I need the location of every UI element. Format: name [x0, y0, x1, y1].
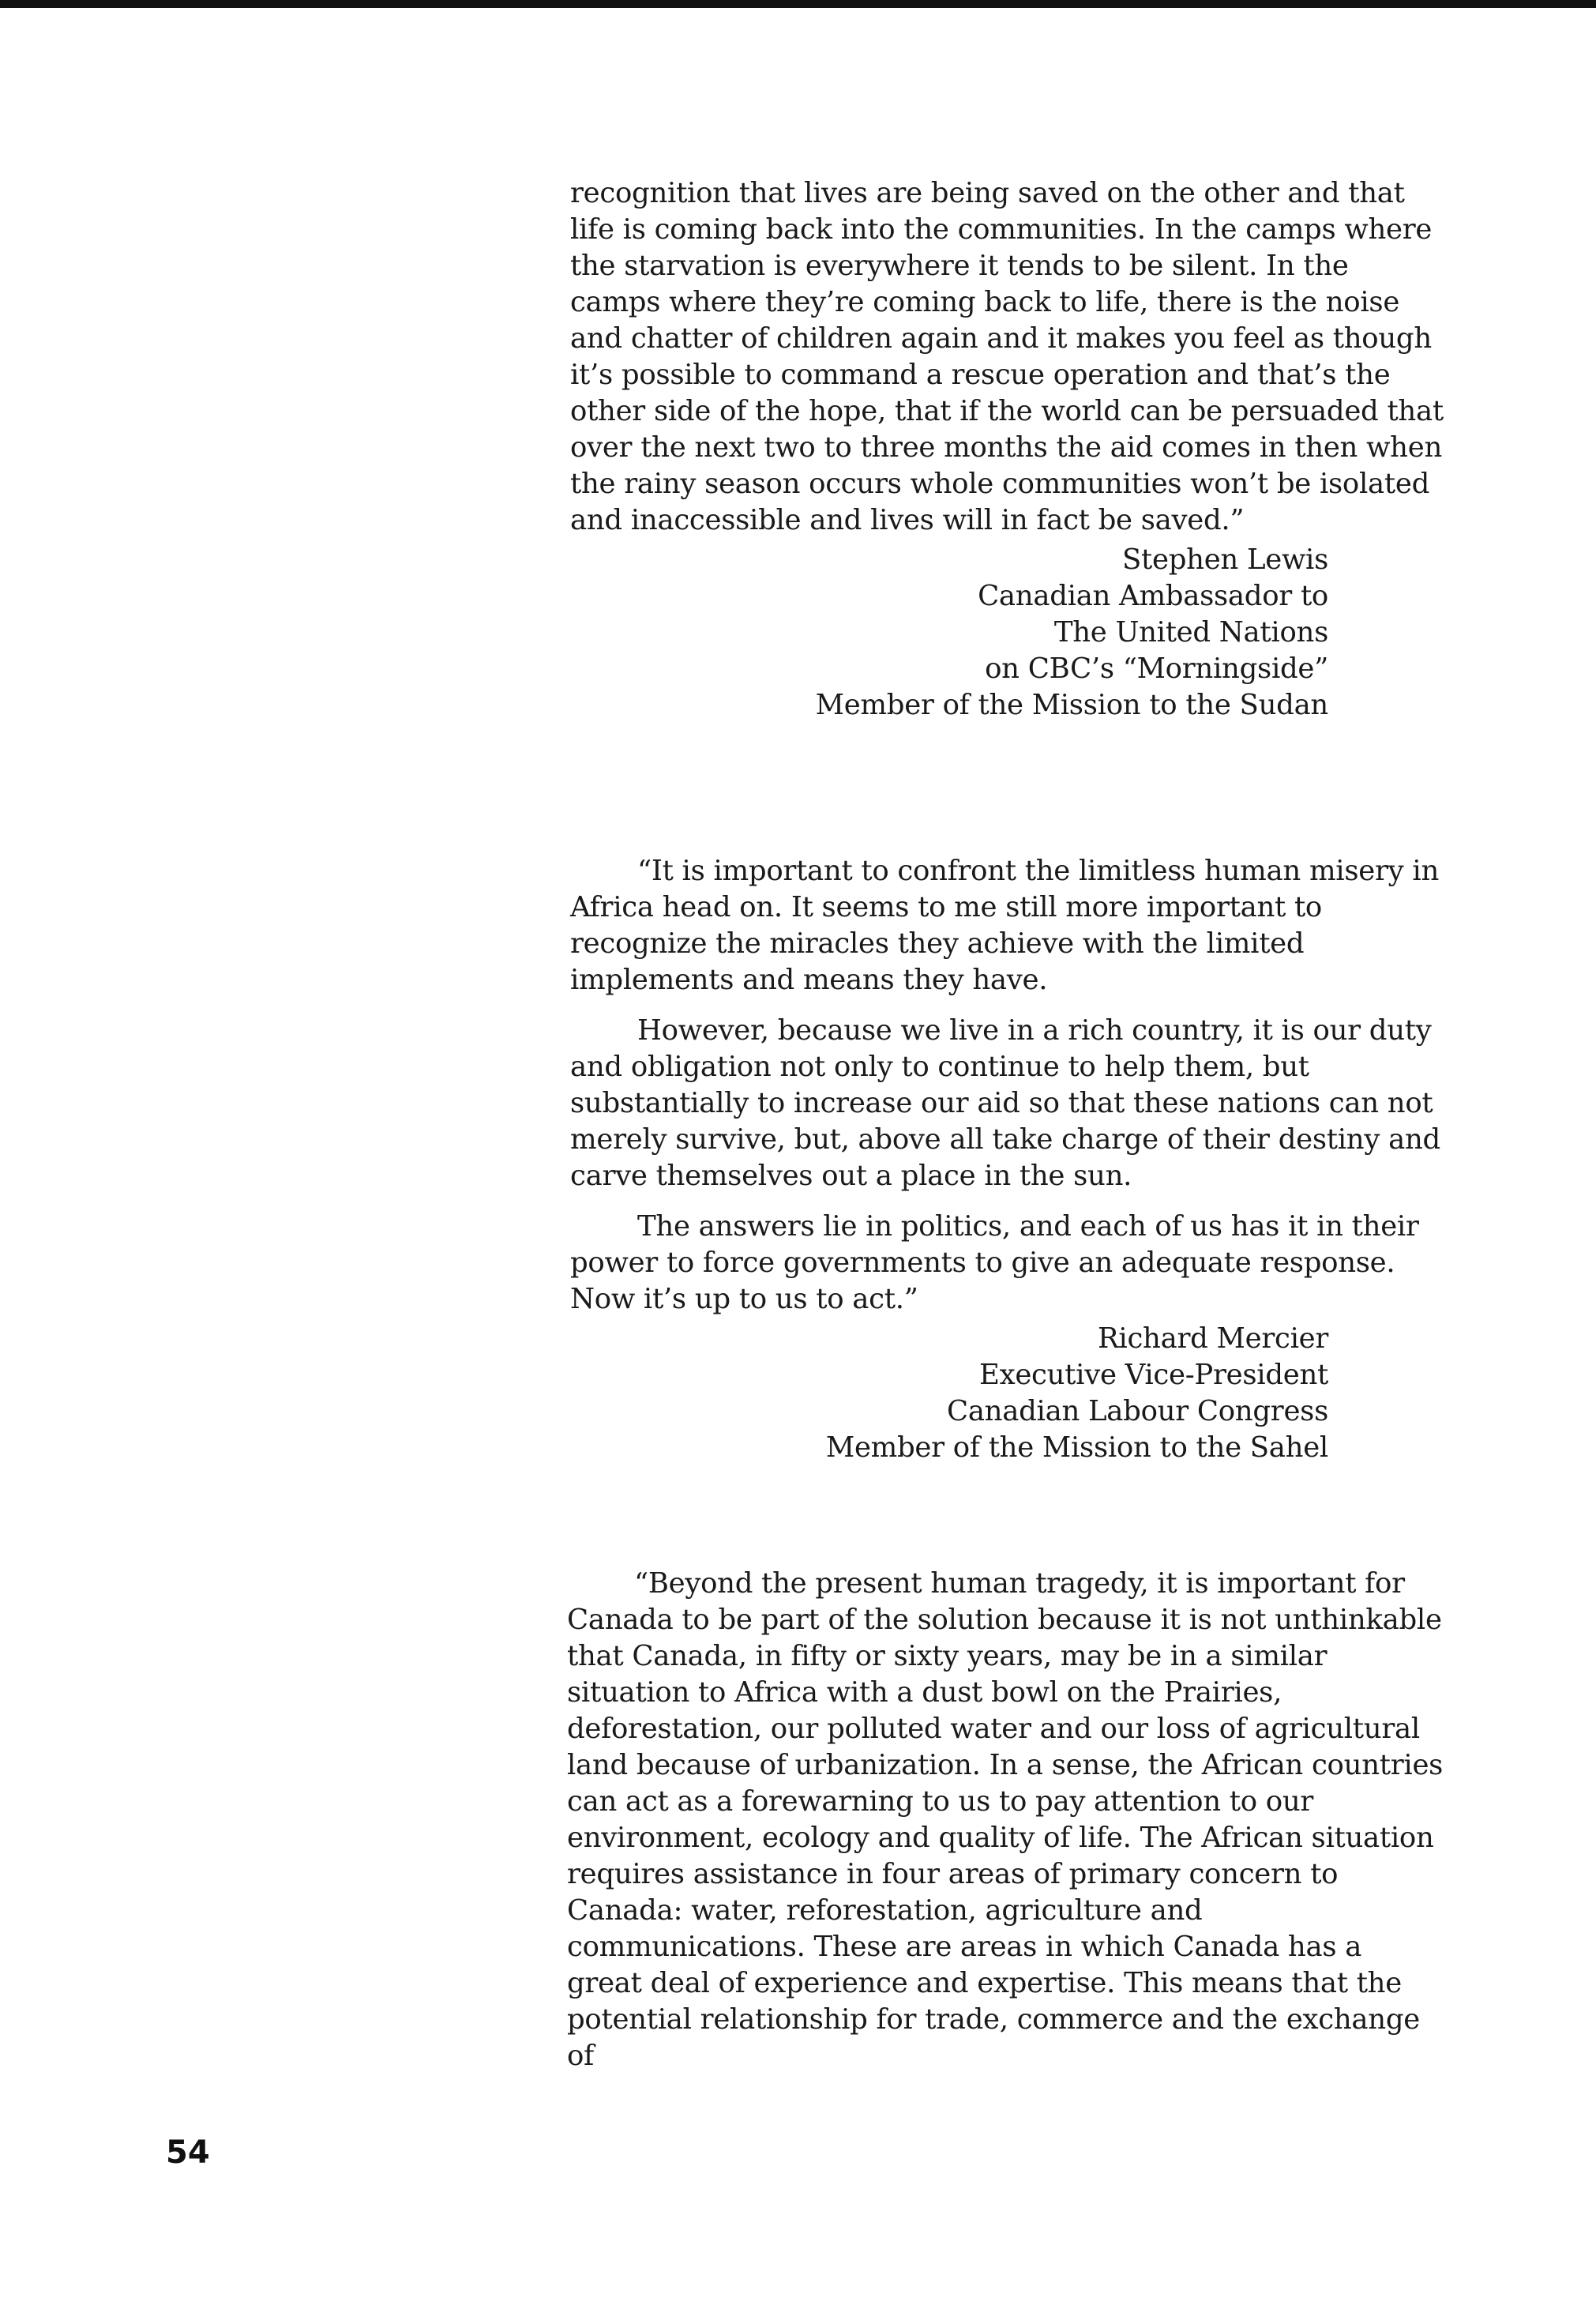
- quote-third: [567, 1566, 1444, 2074]
- attribution-title: Canadian Ambassador to: [978, 580, 1328, 612]
- attribution-name: Stephen Lewis: [1122, 543, 1328, 576]
- quote-paragraph: “It is important to confront the limitless human misery in Africa head on. It seems to me still more important to recognize the miracles they achieve with the limited implements and means they have.: [570, 855, 1440, 996]
- page-number: 54: [166, 2134, 210, 2171]
- attribution-title: Executive Vice-President: [978, 1359, 1328, 1391]
- top-border-rule: [0, 0, 1596, 8]
- attribution-mission: Member of the Mission to the Sahel: [825, 1431, 1328, 1464]
- attribution-richard-mercier: [570, 1321, 1447, 1466]
- attribution-name: Richard Mercier: [1097, 1322, 1328, 1355]
- attribution-stephen-lewis: [570, 542, 1447, 724]
- quote-paragraph: “Beyond the present human tragedy, it is important for Canada to be part of the solution because it is not unthinkable that Canada, in fifty or sixty years, may be in a similar situation to Africa with a dust bowl on the Prairies, deforestation, our polluted water and our loss of agricultural land because of urbanization. In a sense, the African countries can act as a forewarning to us to pay attention to our environment, ecology and quality of life. The African situation requires assistance in four areas of primary concern to Canada: water, reforestation, agriculture and communications. These are areas in which Canada has a great deal of experience and expertise. This means that the potential relationship for trade, commerce and the exchange of: [567, 1567, 1444, 2072]
- quote-stephen-lewis: [570, 175, 1447, 724]
- attribution-mission: Member of the Mission to the Sudan: [815, 689, 1328, 721]
- quote-paragraph: The answers lie in politics, and each of us has it in their power to force governments to give an adequate response. Now it’s up to us to act.”: [570, 1210, 1419, 1315]
- attribution-source: on CBC’s “Morningside”: [985, 652, 1328, 685]
- quote-richard-mercier: [570, 853, 1447, 1466]
- attribution-title: The United Nations: [1053, 616, 1328, 649]
- quote-paragraph: However, because we live in a rich country, it is our duty and obligation not only to continue to help them, but substantially to increase our aid so that these nations can not merely survive, but, above all take charge of their destiny and carve themselves out a place in the sun.: [570, 1014, 1440, 1192]
- attribution-organization: Canadian Labour Congress: [946, 1395, 1328, 1427]
- quote-paragraph: recognition that lives are being saved on the other and that life is coming back into the communities. In the camps where the starvation is everywhere it tends to be silent. In the camps where they’re coming back to life, there is the noise and chatter of children again and it makes you feel as though it’s possible to command a rescue operation and that’s the other side of the hope, that if the world can be persuaded that over the next two to three months the aid comes in then when the rainy season occurs whole communities won’t be isolated and inaccessible and lives will in fact be saved.”: [570, 177, 1444, 536]
